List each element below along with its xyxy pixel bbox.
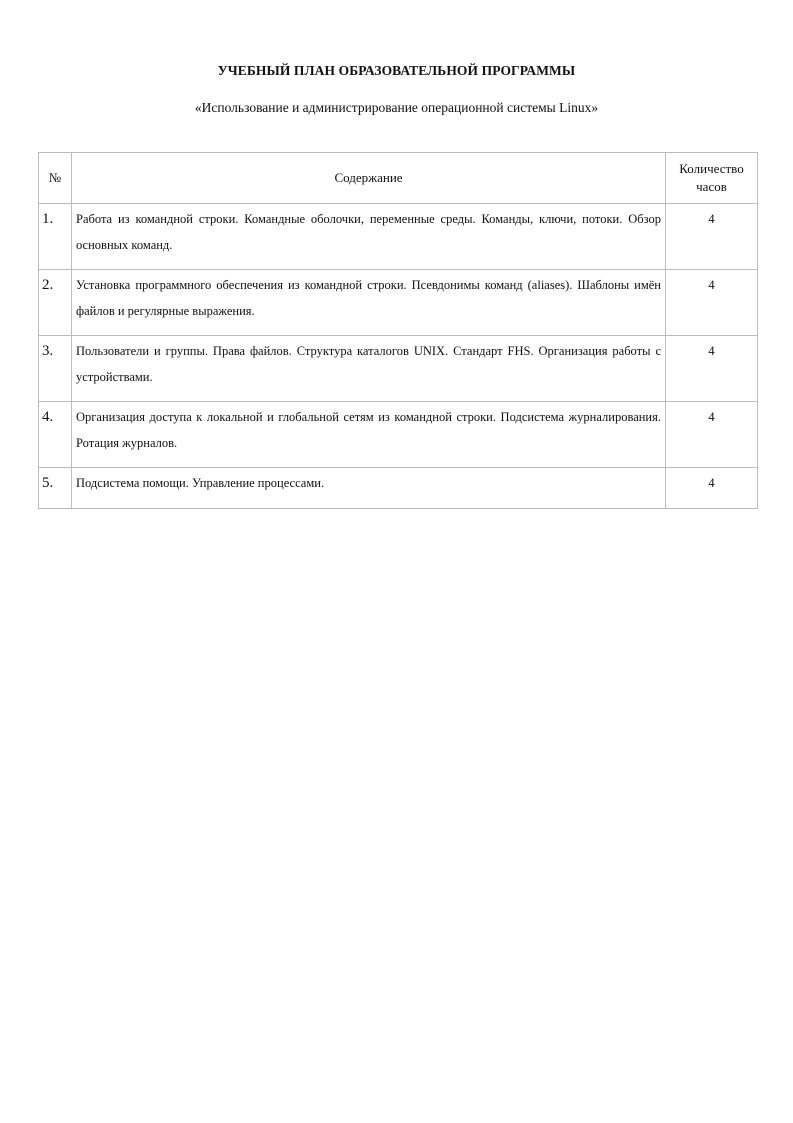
page-title: УЧЕБНЫЙ ПЛАН ОБРАЗОВАТЕЛЬНОЙ ПРОГРАММЫ: [217, 63, 576, 78]
row-content-text: Пользователи и группы. Права файлов. Структура каталогов UNIX. Стандарт FHS. Организация работы с устройствами.: [76, 344, 661, 384]
table-row: [39, 336, 758, 402]
row-hours: 4: [666, 402, 758, 468]
row-number: 4.: [39, 402, 72, 468]
table-row: [39, 204, 758, 270]
table-row: [39, 270, 758, 336]
row-content: [72, 402, 666, 468]
row-content: [72, 336, 666, 402]
table-header-row: [39, 153, 758, 204]
row-number: 1.: [39, 204, 72, 270]
header-number: №: [39, 153, 72, 204]
curriculum-table: [38, 152, 758, 509]
row-content: [72, 468, 666, 509]
row-number: 3.: [39, 336, 72, 402]
table-row: [39, 402, 758, 468]
row-content-text: Установка программного обеспечения из командной строки. Псевдонимы команд (aliases). Шаблоны имён файлов и регулярные выражения.: [76, 278, 661, 318]
row-hours: 4: [666, 204, 758, 270]
row-number: 2.: [39, 270, 72, 336]
row-content-text: Подсистема помощи. Управление процессами.: [76, 476, 325, 490]
row-hours: 4: [666, 270, 758, 336]
table-row: [39, 468, 758, 509]
page-subtitle: «Использование и администрирование операционной системы Linux»: [194, 100, 599, 115]
row-content-text: Организация доступа к локальной и глобальной сетям из командной строки. Подсистема журналирования. Ротация журналов.: [76, 410, 661, 450]
row-content: [72, 204, 666, 270]
row-content: [72, 270, 666, 336]
header-hours: Количество часов: [666, 153, 758, 204]
row-hours: 4: [666, 468, 758, 509]
row-hours: 4: [666, 336, 758, 402]
header-content: Содержание: [72, 153, 666, 204]
row-content-text: Работа из командной строки. Командные оболочки, переменные среды. Команды, ключи, потоки. Обзор основных команд.: [76, 212, 661, 252]
row-number: 5.: [39, 468, 72, 509]
